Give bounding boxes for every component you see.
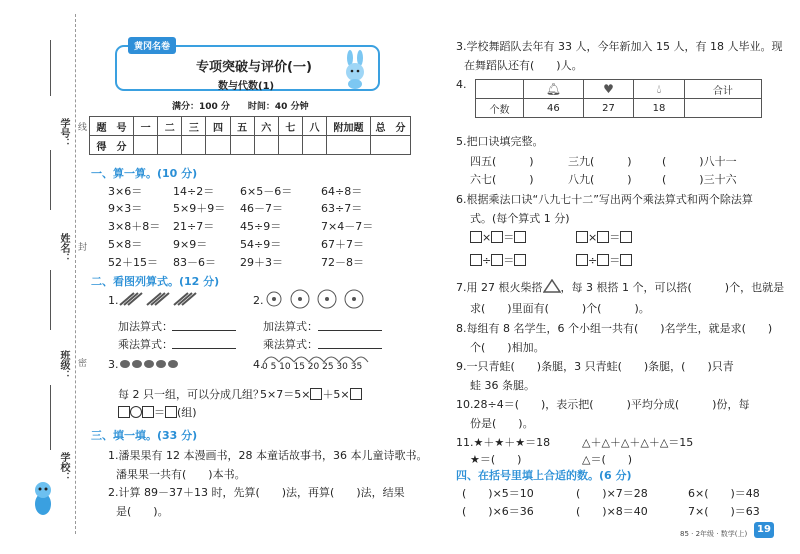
fill-item: ( )×6＝36 xyxy=(462,505,534,518)
fill-item: ( )×5＝10 xyxy=(462,487,534,500)
page-number: 19 xyxy=(754,522,774,538)
div-equation-2[interactable]: ÷ ＝ xyxy=(576,252,632,268)
strawberry-icon: ♥︎ xyxy=(603,82,614,96)
q3-1-line-a: 1.潘果果有 12 本漫画书，28 本童话故事书，36 本儿童诗歌书。 xyxy=(108,449,428,462)
score-cell: 一 xyxy=(134,117,158,136)
r-q4-number: 4. xyxy=(456,78,467,91)
answer-box[interactable] xyxy=(597,254,609,266)
r-q7-text-a: 7.用 27 根火柴搭 xyxy=(456,281,543,294)
answer-box[interactable] xyxy=(491,231,503,243)
r-q5-title: 5.把口诀填完整。 xyxy=(456,135,544,148)
page-title: 专项突破与评价(一) xyxy=(196,60,312,75)
calc-item: 14÷2＝ xyxy=(173,185,215,198)
flower-group-icon xyxy=(263,288,373,310)
bell-icon: 🔔︎ xyxy=(545,82,561,96)
section-1-title: 一、算一算。(10 分) xyxy=(91,167,198,180)
answer-box[interactable] xyxy=(118,406,130,418)
score-cell: 七 xyxy=(278,117,302,136)
calc-item: 21÷7＝ xyxy=(173,220,215,233)
score-cell: 三 xyxy=(182,117,206,136)
q2-4-formula-text: 5×7＝5× xyxy=(260,388,311,401)
binding-line-4 xyxy=(50,385,51,450)
score-input[interactable] xyxy=(158,136,182,155)
items-cell xyxy=(524,80,584,99)
items-total-cell[interactable] xyxy=(684,99,761,118)
r-q11-triangle-sum: △＋△＋△＋△＋△＝15 xyxy=(582,436,694,449)
answer-box[interactable] xyxy=(310,388,322,400)
score-input[interactable] xyxy=(182,136,206,155)
section-4-title: 四、在括号里填上合适的数。(6 分) xyxy=(456,469,632,482)
bunny-mascot-icon xyxy=(338,50,372,90)
items-cell: 27 xyxy=(583,99,634,118)
score-cell: 五 xyxy=(230,117,254,136)
score-cell: 六 xyxy=(254,117,278,136)
score-value-row xyxy=(90,136,411,155)
rhyme-item: 三九( ) xyxy=(568,155,632,168)
score-input[interactable] xyxy=(230,136,254,155)
score-cell: 二 xyxy=(158,117,182,136)
score-input[interactable] xyxy=(371,136,411,155)
calc-item: 72－8＝ xyxy=(321,256,364,269)
q2-2-number: 2. xyxy=(253,294,264,307)
q2-1-mul-blank[interactable] xyxy=(172,338,236,349)
r-q11-triangle-answer: △＝( ) xyxy=(582,453,633,466)
score-cell: 总 分 xyxy=(371,117,411,136)
q2-4-formula xyxy=(260,386,362,402)
fill-item: 7×( )＝63 xyxy=(688,505,760,518)
answer-box[interactable] xyxy=(470,231,482,243)
r-q11-star-answer: ★＝( ) xyxy=(470,453,522,466)
q2-1-number: 1. xyxy=(108,294,119,307)
q2-2-mul-label: 乘法算式： xyxy=(263,338,318,351)
answer-box[interactable] xyxy=(142,406,154,418)
q2-3-number: 3. xyxy=(108,358,119,371)
answer-box[interactable] xyxy=(514,231,526,243)
score-cell: 八 xyxy=(302,117,326,136)
exam-meta: 满分：100 分 时间：40 分钟 xyxy=(172,102,309,112)
score-input[interactable] xyxy=(278,136,302,155)
items-cell: 46 xyxy=(524,99,584,118)
score-input[interactable] xyxy=(134,136,158,155)
calc-item: 5×9＋9＝ xyxy=(173,202,226,215)
rhyme-item: 四五( ) xyxy=(470,155,534,168)
pencil-group-icon xyxy=(118,290,198,308)
footer-text: 85 · 2年级 · 数学(上) xyxy=(680,530,748,538)
answer-box[interactable] xyxy=(165,406,177,418)
fill-item: 6×( )＝48 xyxy=(688,487,760,500)
items-cell: 个数 xyxy=(476,99,524,118)
score-table xyxy=(89,116,411,155)
q2-4-plus-text: ＋5× xyxy=(322,388,350,401)
brand-logo: 黄冈名卷 xyxy=(128,37,176,54)
q2-4-number: 4. xyxy=(253,358,264,371)
r-q9-line-a: 9.一只青蛙( )条腿，3 只青蛙( )条腿，( )只青 xyxy=(456,360,734,373)
score-input[interactable] xyxy=(327,136,371,155)
answer-box[interactable] xyxy=(576,254,588,266)
score-cell: 四 xyxy=(206,117,230,136)
calc-item: 64÷8＝ xyxy=(321,185,363,198)
fill-item: ( )×7＝28 xyxy=(576,487,648,500)
binding-line-top xyxy=(50,40,51,96)
rhyme-item: 六七( ) xyxy=(470,173,534,186)
calc-item: 9×3＝ xyxy=(108,202,143,215)
student-id-label: 学号： xyxy=(58,118,69,148)
cut-line xyxy=(75,14,76,534)
score-input[interactable] xyxy=(254,136,278,155)
r-q7-text-b: ，每 3 根搭 1 个，可以搭( )个，也就是 xyxy=(560,281,785,294)
calc-item: 46－7＝ xyxy=(240,202,283,215)
items-table xyxy=(475,79,762,118)
r-q3-line-b: 在舞蹈队还有( )人。 xyxy=(464,59,583,72)
r-q10-line-a: 10.28÷4＝( )，表示把( )平均分成( )份，每 xyxy=(456,398,750,411)
q2-1-mul-label: 乘法算式： xyxy=(118,338,173,351)
calc-item: 67＋7＝ xyxy=(321,238,364,251)
calc-item: 9×9＝ xyxy=(173,238,208,251)
calc-item: 3×8＋8＝ xyxy=(108,220,161,233)
class-label: 班级： xyxy=(58,350,69,380)
sep-close-label: 密 xyxy=(78,359,88,369)
score-cell: 得 分 xyxy=(90,136,134,155)
name-label: 姓名： xyxy=(58,233,69,263)
r-q3-line-a: 3.学校舞蹈队去年有 33 人，今年新加入 15 人，有 18 人毕业。现 xyxy=(456,40,783,53)
q3-2-line-b: 是( )。 xyxy=(116,505,169,518)
calc-item: 54÷9＝ xyxy=(240,238,282,251)
droplet-icon: 💧︎ xyxy=(656,81,662,96)
answer-box[interactable] xyxy=(514,254,526,266)
answer-box[interactable] xyxy=(576,231,588,243)
r-q10-line-b: 份是( )。 xyxy=(470,417,534,430)
animal-group-icon xyxy=(118,352,180,372)
r-q11-star-sum: 11.★＋★＋★＝18 xyxy=(456,436,551,449)
score-input[interactable] xyxy=(302,136,326,155)
calc-item: 29＋3＝ xyxy=(240,256,283,269)
answer-box[interactable] xyxy=(620,254,632,266)
page-subtitle: 数与代数(1) xyxy=(218,81,275,92)
items-cell xyxy=(634,80,685,99)
mul-equation-1[interactable]: × ＝ xyxy=(470,229,526,245)
calc-item: 52＋15＝ xyxy=(108,256,158,269)
q2-1-add-blank[interactable] xyxy=(172,320,236,331)
calc-item: 45÷9＝ xyxy=(240,220,282,233)
rhyme-item: 八九( ) xyxy=(568,173,632,186)
items-cell: 18 xyxy=(634,99,685,118)
div-equation-1[interactable]: ÷ ＝ xyxy=(470,252,526,268)
score-cell: 题 号 xyxy=(90,117,134,136)
answer-box[interactable] xyxy=(620,231,632,243)
score-input[interactable] xyxy=(206,136,230,155)
q2-2-mul-blank[interactable] xyxy=(318,338,382,349)
answer-box[interactable] xyxy=(597,231,609,243)
r-q8-line-a: 8.每组有 8 名学生，6 个小组一共有( )名学生，就是求( ) xyxy=(456,322,773,335)
r-q7-line-c: 求( )里面有( )个( )。 xyxy=(470,302,650,315)
calc-item: 3×6＝ xyxy=(108,185,143,198)
calc-item: 7×4－7＝ xyxy=(321,220,374,233)
q3-1-line-b: 潘果果一共有( )本书。 xyxy=(116,468,246,481)
r-q8-line-b: 个( )相加。 xyxy=(470,341,545,354)
r-q6-line-a: 6.根据乘法口诀“八九七十二”写出两个乘法算式和两个除法算 xyxy=(456,193,753,206)
answer-box[interactable] xyxy=(350,388,362,400)
items-count-row xyxy=(476,99,762,118)
q2-3-unit: (组) xyxy=(177,406,197,419)
section-3-title: 三、填一填。(33 分) xyxy=(91,429,198,442)
triangle-icon xyxy=(543,279,561,293)
mascot-icon xyxy=(28,474,58,519)
score-cell: 附加题 xyxy=(327,117,371,136)
calc-item: 63÷7＝ xyxy=(321,202,363,215)
section-2-title: 二、看图列算式。(12 分) xyxy=(91,275,220,288)
answer-box[interactable] xyxy=(491,254,503,266)
items-cell xyxy=(476,80,524,99)
r-q6-line-b: 式。(每个算式 1 分) xyxy=(470,212,570,225)
rhyme-item: ( )三十六 xyxy=(662,173,737,186)
items-header-row xyxy=(476,80,762,99)
items-cell: 合计 xyxy=(684,80,761,99)
rhyme-item: ( )八十一 xyxy=(662,155,737,168)
items-cell xyxy=(583,80,634,99)
answer-box[interactable] xyxy=(470,254,482,266)
calc-item: 83－6＝ xyxy=(173,256,216,269)
q2-3-answer-row: ＝ (组) xyxy=(118,404,197,420)
q2-1-add-label: 加法算式： xyxy=(118,320,173,333)
score-header-row xyxy=(90,117,411,136)
q2-2-add-blank[interactable] xyxy=(318,320,382,331)
binding-line-2 xyxy=(50,150,51,210)
fill-item: ( )×8＝40 xyxy=(576,505,648,518)
calc-item: 6×5－6＝ xyxy=(240,185,293,198)
calc-item: 5×8＝ xyxy=(108,238,143,251)
operator-circle[interactable] xyxy=(130,406,142,418)
q2-3-question: 每 2 只一组，可以分成几组？ xyxy=(118,388,264,401)
r-q9-line-b: 蛙 36 条腿。 xyxy=(470,379,535,392)
q3-2-line-a: 2.计算 89－37＋13 时，先算( )法，再算( )法，结果 xyxy=(108,486,405,499)
r-q7-line-a xyxy=(456,279,784,295)
school-label: 学校： xyxy=(58,452,69,482)
number-line-ticks: 0 5 10 15 20 25 30 35 xyxy=(262,362,363,372)
mul-equation-2[interactable]: × ＝ xyxy=(576,229,632,245)
q2-2-add-label: 加法算式： xyxy=(263,320,318,333)
sep-seal-label: 封 xyxy=(78,243,88,253)
sep-line-label: 线 xyxy=(78,123,88,133)
binding-line-3 xyxy=(50,270,51,330)
